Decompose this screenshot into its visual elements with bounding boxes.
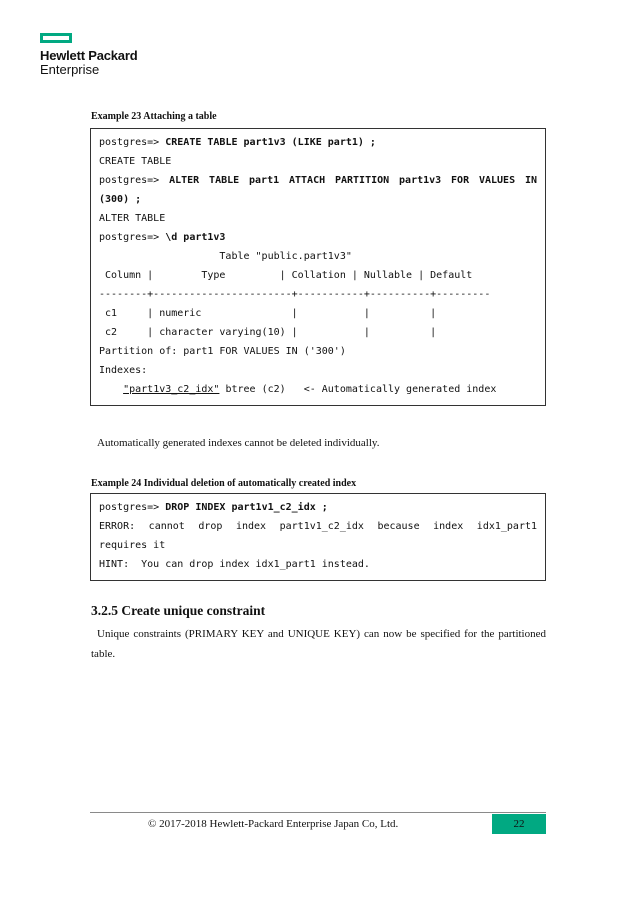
code-line: --------+-----------------------+-----------+----------+--------- (99, 289, 491, 300)
logo-text-line2: Enterprise (40, 62, 100, 77)
logo-text-line1: Hewlett Packard (40, 48, 138, 63)
code-line: c2 | character varying(10) | | | (99, 327, 437, 338)
paragraph-auto-indexes: Automatically generated indexes cannot be deleted individually. (97, 437, 380, 449)
code-line: CREATE TABLE (99, 156, 172, 167)
index-name: "part1v3_c2_idx" (123, 384, 220, 395)
code-indent (99, 384, 123, 395)
example23-code-block (90, 128, 546, 406)
code-command: CREATE TABLE part1v3 (LIKE part1) ; (165, 137, 376, 148)
code-prompt: postgres=> (99, 502, 166, 513)
footer-divider (90, 812, 546, 813)
code-line: ALTER TABLE (99, 213, 166, 224)
example24-code-block (90, 493, 546, 581)
code-line: HINT: You can drop index idx1_part1 instead. (99, 559, 370, 570)
code-command: \d part1v3 (165, 232, 226, 243)
code-line: requires it (99, 540, 166, 551)
code-line: Partition of: part1 FOR VALUES IN ('300') (99, 346, 346, 357)
code-prompt: postgres=> (99, 232, 166, 243)
section-body: Unique constraints (PRIMARY KEY and UNIQUE KEY) can now be specified for the partitioned table. (91, 628, 546, 660)
code-line: Indexes: (99, 365, 148, 376)
code-line: Column | Type | Collation | Nullable | Default (99, 270, 473, 281)
code-line: c1 | numeric | | | (99, 308, 437, 319)
code-line (99, 228, 537, 247)
hpe-logo-rectangle-icon (40, 33, 72, 43)
code-command: DROP INDEX part1v1_c2_idx ; (165, 502, 328, 513)
code-line (99, 171, 537, 190)
page-number: 22 (492, 814, 546, 834)
code-prompt: postgres=> (99, 175, 170, 186)
code-line (99, 133, 537, 152)
code-line: ERROR: cannot drop index part1v1_c2_idx because index idx1_part1 (99, 521, 537, 532)
example23-caption: Example 23 Attaching a table (91, 111, 217, 122)
code-line: Table "public.part1v3" (99, 251, 352, 262)
example24-caption: Example 24 Individual deletion of automatically created index (91, 478, 357, 489)
code-prompt: postgres=> (99, 137, 166, 148)
code-line (99, 380, 537, 399)
code-text: btree (c2) <- Automatically generated index (219, 384, 497, 395)
code-line: (300) ; (99, 194, 142, 205)
footer-copyright: © 2017-2018 Hewlett-Packard Enterprise Japan Co, Ltd. (148, 818, 399, 830)
code-line (99, 498, 537, 517)
hpe-logo (40, 33, 137, 77)
code-command: ALTER TABLE part1 ATTACH PARTITION part1v3 FOR VALUES IN (169, 175, 537, 186)
section-heading: 3.2.5 Create unique constraint (91, 603, 266, 618)
